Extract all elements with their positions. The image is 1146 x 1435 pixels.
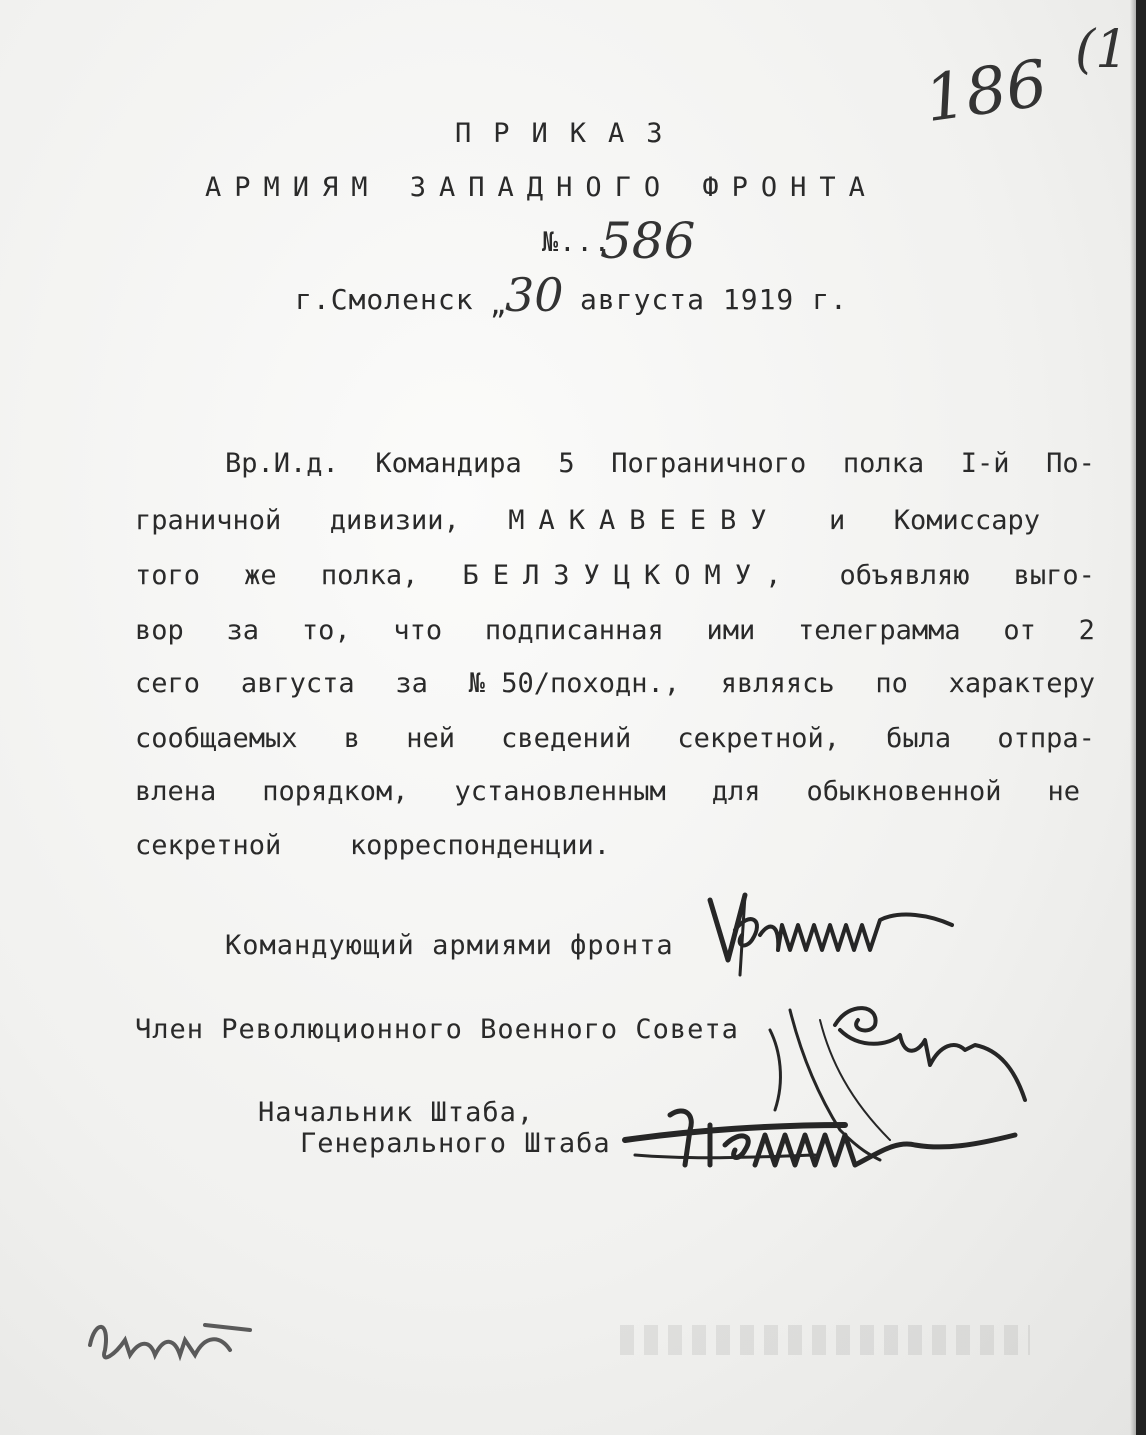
city: г.Смоленск — [295, 283, 474, 316]
body-word: 2 — [1078, 615, 1095, 646]
body-word: подписанная — [484, 615, 664, 646]
body-word: в — [343, 723, 361, 754]
member-title: Член Революционного Военного Совета — [135, 1014, 739, 1045]
order-number-prefix: №... — [542, 227, 612, 258]
body-word: по — [875, 668, 908, 699]
body-word: не — [1047, 776, 1080, 807]
body-line — [135, 723, 1095, 754]
body-word: № 50/походн., — [468, 668, 681, 699]
body-word: Комиссару — [893, 505, 1040, 536]
body-word: сведений — [501, 723, 632, 754]
body-word: секретной — [135, 830, 282, 861]
body-word: вор — [135, 615, 184, 646]
document-subtitle: АРМИЯМ ЗАПАДНОГО ФРОНТА — [205, 172, 878, 203]
margin-note-scribble — [85, 1310, 265, 1370]
body-line — [135, 776, 1080, 807]
body-line — [135, 615, 1095, 646]
body-line — [135, 830, 610, 861]
page-marker: (1 — [1075, 20, 1129, 80]
body-word: то, — [301, 615, 351, 646]
body-word: Пограничного — [611, 448, 807, 479]
date-quote: „ — [490, 290, 508, 321]
body-word: была — [886, 723, 952, 754]
body-word: секретной, — [677, 723, 840, 754]
order-number: 586 — [600, 212, 696, 270]
scan-edge — [1136, 0, 1146, 1435]
body-word: МАКАВЕЕВУ — [508, 505, 781, 536]
bleed-through-stamp — [620, 1325, 1030, 1355]
body-word: полка — [842, 448, 925, 479]
body-word: и — [828, 505, 846, 536]
body-word: являясь — [720, 668, 835, 699]
commander-signature — [690, 880, 970, 990]
margin-note — [85, 1310, 265, 1381]
chief-title-line2: Генерального Штаба — [300, 1128, 611, 1159]
body-line — [135, 668, 1095, 699]
body-word: телеграмма — [798, 615, 961, 646]
document-title: ПРИКАЗ — [455, 118, 685, 149]
body-word: установленным — [454, 776, 666, 807]
body-word: влена — [135, 776, 217, 807]
body-word: объявляю — [839, 560, 970, 591]
body-word: 5 — [558, 448, 575, 479]
body-word: порядком, — [262, 776, 409, 807]
body-word: сообщаемых — [135, 723, 298, 754]
body-word: что — [393, 615, 443, 646]
body-word: выго- — [1013, 560, 1095, 591]
body-word: за — [395, 668, 428, 699]
body-word: же — [244, 560, 277, 591]
sheet-number: 186 — [920, 46, 1052, 138]
body-word: граничной — [135, 505, 282, 536]
body-word: ими — [706, 615, 756, 646]
body-line — [135, 560, 1095, 591]
body-line — [225, 448, 1095, 479]
body-word: августа — [240, 668, 355, 699]
commander-title: Командующий армиями фронта — [225, 930, 674, 961]
body-word: того — [135, 560, 201, 591]
chief-signature — [615, 1085, 1035, 1195]
body-word: Командира — [375, 448, 522, 479]
body-word: от — [1003, 615, 1036, 646]
body-word: сего — [135, 668, 201, 699]
body-word: для — [711, 776, 761, 807]
body-word: По- — [1046, 448, 1095, 479]
chief-title-line1: Начальник Штаба, — [258, 1097, 535, 1128]
body-word: корреспонденции. — [349, 830, 610, 861]
body-word: БЕЛЗУЦКОМУ, — [462, 560, 796, 591]
body-word: отпра- — [997, 723, 1095, 754]
body-word: обыкновенной — [806, 776, 1002, 807]
body-word: полка, — [320, 560, 419, 591]
body-line — [135, 505, 1040, 536]
body-word: Вр.И.д. — [225, 448, 339, 479]
body-word: за — [226, 615, 260, 646]
body-word: I-й — [960, 448, 1010, 479]
body-word: характеру — [948, 668, 1095, 699]
date-rest: августа 1919 г. — [580, 283, 848, 316]
body-word: ней — [406, 723, 455, 754]
body-word: дивизии, — [329, 505, 460, 536]
date-day: 30 — [505, 268, 564, 322]
